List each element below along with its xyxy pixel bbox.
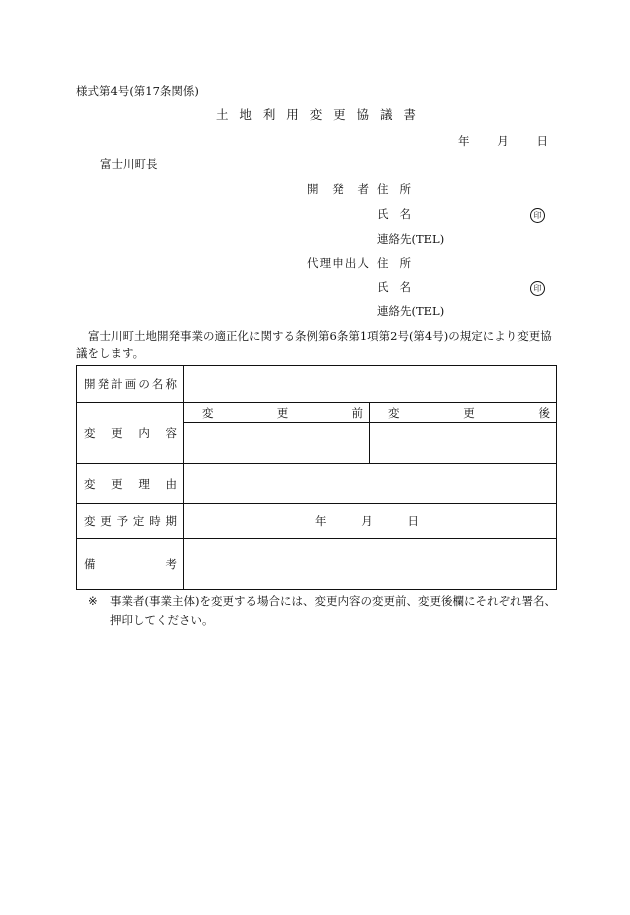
agent-name-label	[377, 282, 411, 294]
developer-contact-label: 連絡先(TEL)	[377, 232, 445, 246]
date-day: 日	[536, 134, 548, 148]
seal-mark: 印	[530, 208, 545, 223]
label-glyph: 代	[307, 256, 319, 270]
change-form-table	[76, 365, 557, 590]
label-glyph: 氏	[377, 207, 389, 221]
label-glyph: 地	[239, 107, 252, 122]
label-glyph: 更	[276, 405, 289, 420]
label-glyph: 開	[307, 182, 319, 196]
schedule-label-cell	[77, 504, 184, 539]
agent-heading	[307, 258, 369, 270]
label-glyph: 前	[351, 405, 363, 420]
label-glyph: 変	[309, 107, 323, 122]
label-glyph: 予	[116, 514, 129, 528]
after-field[interactable]	[370, 423, 557, 464]
body-text: 富士川町土地開発事業の適正化に関する条例第6条第1項第2号(第4号)の規定により変更協議をします。	[76, 329, 552, 360]
agent-contact-label: 連絡先(TEL)	[377, 304, 445, 318]
label-glyph: 氏	[377, 280, 389, 294]
before-field[interactable]	[184, 423, 370, 464]
footnote	[88, 592, 558, 630]
submission-date	[458, 136, 548, 148]
label-glyph: 変	[84, 514, 96, 528]
plan-name-field[interactable]	[184, 366, 557, 403]
date-month: 月	[497, 134, 509, 148]
label-glyph: 考	[165, 557, 177, 571]
label-glyph: 開	[84, 377, 96, 391]
developer-seal	[530, 208, 545, 223]
label-glyph: 変	[84, 426, 96, 440]
label-glyph: 発	[332, 182, 344, 196]
remarks-label-cell	[77, 539, 184, 590]
label-glyph: 更	[111, 426, 123, 440]
label-glyph: 変	[84, 476, 96, 491]
label-glyph: 名	[151, 377, 164, 391]
addressee: 富士川町長	[100, 157, 158, 171]
reason-field[interactable]	[184, 464, 557, 504]
label-glyph: 理	[319, 256, 332, 270]
developer-heading-text	[307, 184, 369, 196]
developer-name-label	[377, 209, 411, 221]
schedule-month: 月	[361, 514, 373, 528]
date-year: 年	[458, 134, 470, 148]
label-glyph: 人	[357, 256, 369, 270]
label-glyph: 時	[149, 514, 161, 528]
label-glyph: 更	[333, 107, 346, 122]
label-glyph: 書	[403, 107, 416, 122]
label-glyph: 用	[286, 107, 299, 122]
before-header	[184, 403, 370, 423]
label-glyph: 協	[356, 107, 370, 122]
label-glyph: 称	[165, 377, 177, 391]
schedule-year: 年	[315, 514, 327, 528]
label-glyph: 土	[216, 107, 229, 122]
form-reference: 様式第4号(第17条関係)	[76, 84, 199, 98]
reason-label-cell	[77, 464, 184, 504]
note-mark: ※	[88, 594, 98, 608]
remarks-field[interactable]	[184, 539, 557, 590]
label-glyph: 理	[138, 476, 150, 491]
title-text	[216, 109, 416, 122]
plan-name-label-cell	[77, 366, 184, 403]
label-glyph: 更	[100, 514, 112, 528]
note-text: 事業者(事業主体)を変更する場合には、変更内容の変更前、変更後欄にそれぞれ署名、押印してください。	[110, 594, 556, 627]
developer-heading	[307, 184, 369, 196]
label-glyph: 申	[332, 256, 344, 270]
label-glyph: 画	[124, 377, 137, 391]
label-glyph: 発	[97, 377, 110, 391]
label-glyph: 名	[399, 207, 411, 221]
document-title	[216, 109, 416, 122]
label-glyph: 変	[388, 405, 400, 420]
label-glyph: 住	[377, 182, 389, 196]
label-glyph: 定	[132, 514, 145, 528]
label-glyph: 後	[538, 405, 550, 420]
label-glyph: 容	[165, 426, 177, 440]
label-glyph: 期	[165, 514, 177, 528]
label-glyph: 更	[463, 405, 475, 420]
agent-address-label	[377, 258, 411, 270]
label-glyph: 由	[165, 476, 177, 491]
label-glyph: 備	[84, 557, 96, 571]
label-glyph: 出	[344, 256, 357, 270]
seal-mark: 印	[530, 281, 545, 296]
after-header	[370, 403, 557, 423]
label-glyph: 内	[138, 426, 150, 440]
label-glyph: 所	[399, 256, 411, 270]
label-glyph: 計	[111, 377, 123, 391]
label-glyph: 変	[202, 405, 214, 420]
developer-address-label	[377, 184, 411, 196]
schedule-day: 日	[407, 514, 419, 528]
label-glyph: 住	[377, 256, 389, 270]
change-content-label-cell	[77, 403, 184, 464]
label-glyph: の	[138, 377, 150, 391]
label-glyph: 所	[399, 182, 411, 196]
schedule-field[interactable]	[184, 504, 557, 539]
agent-seal	[530, 281, 545, 296]
label-glyph: 議	[379, 107, 393, 122]
label-glyph: 更	[111, 476, 123, 491]
label-glyph: 名	[399, 280, 411, 294]
label-glyph: 者	[357, 182, 369, 196]
schedule-date	[315, 513, 419, 529]
label-glyph: 利	[262, 107, 276, 122]
